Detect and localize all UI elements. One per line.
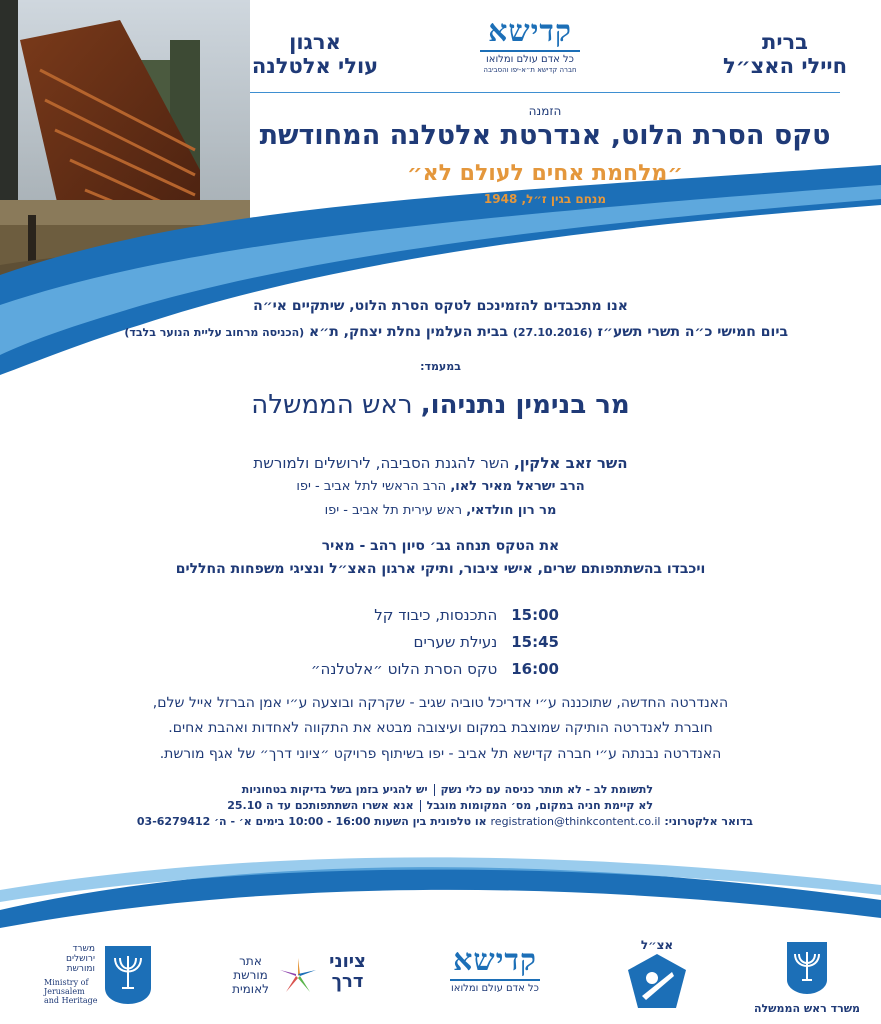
tziyunei-derech-label — [320, 952, 375, 992]
quote-source: מנחם בגין ז״ל, 1948 — [483, 192, 607, 206]
ministry-en-line2: Jerusalem — [44, 987, 85, 996]
org-brit-hayalei-etzel — [715, 30, 855, 78]
notes-row-2 — [227, 799, 653, 812]
schedule-text: התכנסות, כיבוד קל — [374, 606, 498, 624]
menorah-emblem-icon — [782, 940, 832, 996]
invite-word: הזמנה — [528, 104, 562, 118]
presence-label: במעמד: — [420, 360, 461, 373]
schedule-row — [311, 606, 559, 633]
description-line: האנדרטה החדשה, שתוכננה ע״י אדריכל טוביה שגיב - שקרקה ובוצעה ע״י אמן הברזל אייל שלם, — [152, 695, 729, 711]
etzel-label: אצ״ל — [640, 938, 674, 952]
schedule-text: טקס הסרת הלוט ״אלטלנה״ — [310, 660, 498, 678]
note-rsvp-deadline: אנא אשרו השתתפותכם עד ה 25.10 — [227, 799, 414, 812]
schedule-time: 15:45 — [511, 633, 559, 651]
ministry-jerusalem-heritage-logo — [40, 940, 160, 1010]
org-left-line1: ארגון — [289, 30, 341, 54]
heritage-site-line2: מורשת — [233, 968, 268, 982]
note-security: יש להגיע בזמן בשל בדיקות בטחוניות — [241, 783, 428, 796]
date-location-line — [124, 324, 788, 340]
schedule-row — [311, 660, 559, 687]
rsvp-label: בדואר אלקטרוני: — [664, 815, 753, 828]
guest3-name: מר רון חולדאי, — [466, 503, 557, 518]
kadisha-logo-sub2: חברה קדישא ת״א-יפו והסביבה — [483, 66, 577, 74]
ministry-he-line1: משרד — [72, 944, 95, 954]
ministry-he-line2: ירושלים — [65, 954, 95, 964]
schedule — [311, 606, 559, 687]
ministry-en-line3: and Heritage — [44, 996, 98, 1005]
pmo-logo — [752, 940, 862, 1015]
quote-text: ״מלחמת אחים לעולם לא״ — [407, 161, 683, 186]
notes-row-1 — [242, 783, 653, 796]
org-left-line2: עולי אלטלנה — [251, 54, 379, 78]
ministry-en-label — [44, 978, 102, 1005]
description-line: האנדרטה נבנתה ע״י חברה קדישא תל אביב - יפו בשיתוף פרויקט ״ציוני דרך״ של אגף מורשת. — [159, 746, 722, 762]
date-line-c: בבית העלמין נחלת יצחק, ת״א — [304, 324, 513, 340]
tziyunei-line2: דרך — [331, 971, 364, 992]
date-line-a: ביום חמישי כ״ה תשרי תשע״ז — [592, 324, 788, 340]
kadisha-footer-logo — [440, 945, 550, 995]
tziyunei-line1: ציוני — [329, 951, 366, 972]
guest3-role: ראש עירית תל אביב - יפו — [324, 503, 467, 518]
footer-swoosh — [0, 850, 881, 950]
honor-line: ויכבדו בהשתתפותם שרים, אישי ציבור, ותיקי ארגון האצ״ל ונציגי משפחות החללים — [175, 561, 706, 577]
ministry-he-label — [40, 944, 95, 974]
schedule-time: 15:00 — [511, 606, 559, 624]
schedule-time: 16:00 — [511, 660, 559, 678]
kadisha-footer-sub: כל אדם עולם ומלואו — [451, 983, 539, 994]
page-title: טקס הסרת הלוט, אנדרטת אלטלנה המחודשת — [259, 120, 831, 151]
pmo-label: משרד ראש הממשלה — [753, 1002, 861, 1015]
guest2-role: הרב הראשי לתל אביב - יפו — [296, 479, 451, 494]
kadisha-logo-sub: כל אדם עולם ומלואו — [486, 54, 574, 65]
heritage-site-line1: אתר — [239, 954, 262, 968]
ministry-he-line3: ומורשת — [66, 964, 95, 974]
kadisha-footer-text: קדישא — [453, 943, 537, 978]
etzel-emblem-icon — [626, 952, 688, 1012]
rsvp-phone: או טלפונית בין השעות 16:00 - 10:00 בימים א׳ - ה׳ 03-6279412 — [136, 815, 487, 828]
description-line: חוברת לאנדרטה הותיקה שמוצבת במקום ועיצובה מבטא את התקווה לאחדות ואהבת אחים. — [168, 720, 713, 736]
guest-line-1 — [0, 454, 881, 472]
schedule-text: נעילת שערים — [413, 633, 498, 651]
tziyunei-derech-logo — [228, 950, 378, 1010]
note-separator — [420, 800, 421, 812]
rsvp-email-link[interactable]: registration@thinkcontent.co.il — [490, 815, 661, 828]
pm-role: ראש הממשלה — [251, 390, 421, 420]
notes-row-3 — [137, 815, 753, 828]
note-separator — [434, 784, 435, 796]
heritage-site-label — [228, 954, 273, 996]
host-line: את הטקס תנחה גב׳ סיון רהב - מאיר — [321, 538, 560, 554]
kadisha-logo-text: קדישא — [488, 14, 572, 49]
guest2-name: הרב ישראל מאיר לאו, — [450, 479, 585, 494]
menorah-emblem-icon — [102, 944, 154, 1006]
kadisha-logo — [470, 16, 590, 75]
org-right-line2: חיילי האצ״ל — [722, 54, 848, 78]
date-line-d: (הכניסה מרחוב עליית הנוער בלבד) — [124, 326, 305, 339]
heritage-site-line3: לאומית — [232, 982, 269, 996]
schedule-row — [311, 633, 559, 660]
org-olei-altalena — [240, 30, 390, 78]
guest1-role: השר להגנת הסביבה, לירושלים ולמורשת — [253, 454, 515, 472]
date-line-b: (27.10.2016) — [512, 326, 593, 339]
note-weapons: לתשומת לב - לא תותר כניסה עם כלי נשק — [440, 783, 653, 796]
guest-line-2 — [0, 479, 881, 494]
header-divider — [250, 92, 840, 93]
prime-minister-line — [0, 390, 881, 420]
pm-name: מר בנימין נתניהו, — [420, 390, 630, 420]
org-right-line1: ברית — [762, 30, 808, 54]
etzel-logo — [622, 938, 692, 1016]
guest1-name: השר זאב אלקין, — [514, 454, 628, 472]
intro-line: אנו מתכבדים להזמינכם לטקס הסרת הלוט, שיתקיים אי״ה — [253, 298, 628, 314]
guest-line-3 — [0, 503, 881, 518]
star-burst-icon — [278, 956, 318, 996]
ministry-en-line1: Ministry of — [44, 978, 89, 987]
note-parking: לא קיימת חניה במקום, מס׳ המקומות מוגבל — [426, 799, 653, 812]
